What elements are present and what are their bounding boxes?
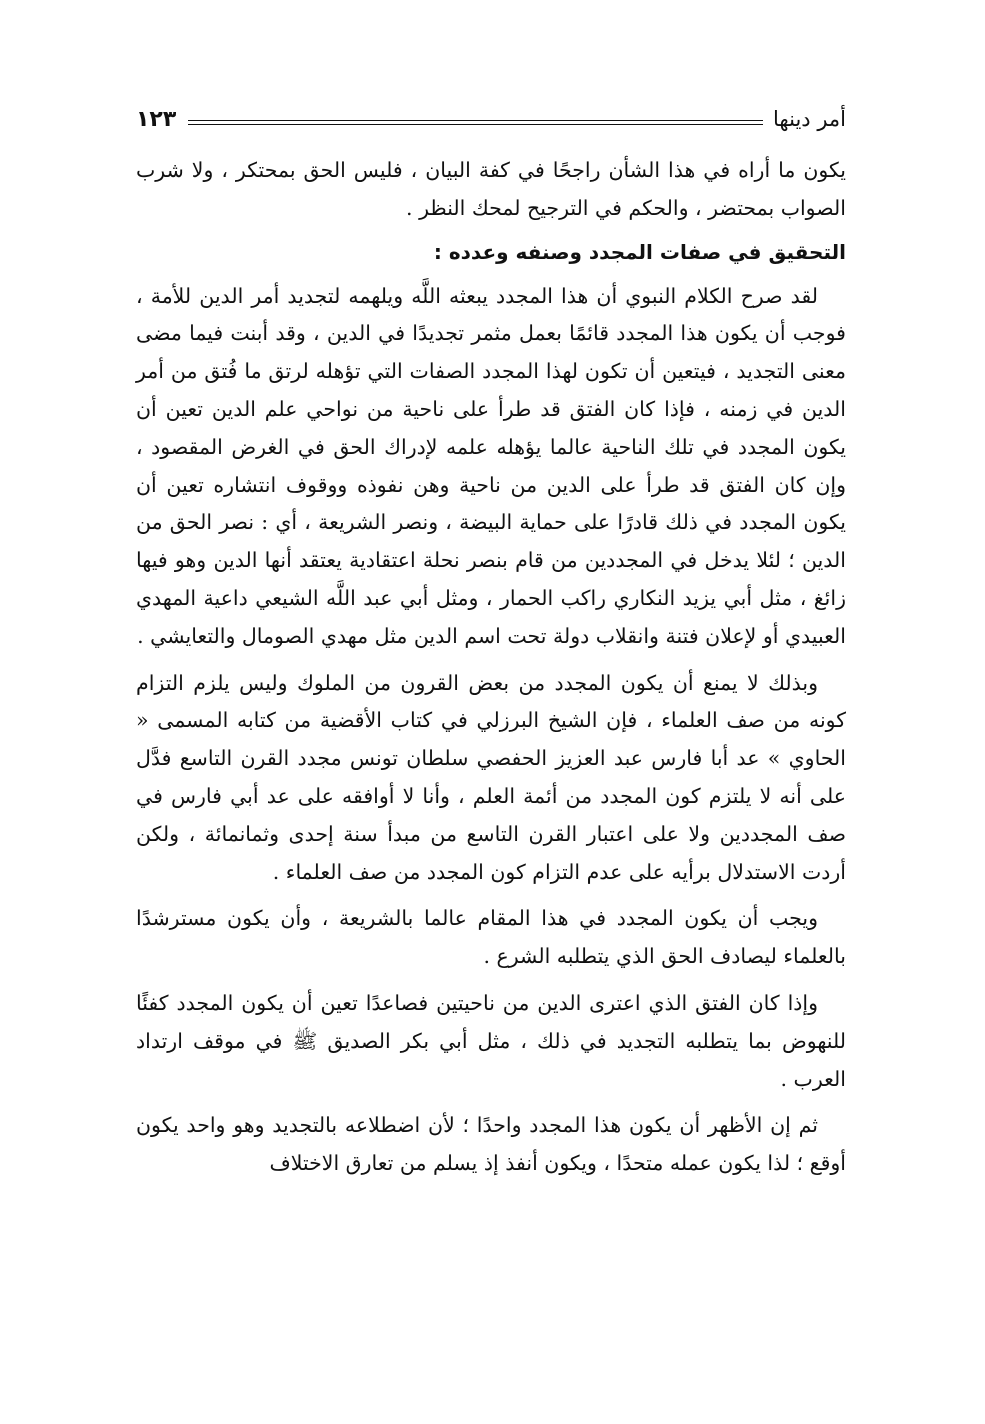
page-number: ١٢٣ [136, 106, 177, 132]
running-title: أمر دينها [773, 107, 846, 131]
intro-paragraph: يكون ما أراه في هذا الشأن راجحًا في كفة البيان ، فليس الحق بمحتكر ، ولا شرب الصواب بمحتضر ، والحكم في الترجيح لمحك النظر . [136, 158, 846, 220]
page-header [136, 102, 846, 136]
paragraph-1: لقد صرح الكلام النبوي أن هذا المجدد يبعثه اللَّه ويلهمه لتجديد أمر الدين للأمة ، فوجب أن يكون هذا المجدد قائمًا بعمل مثمر تجديدًا في الدين ، وقد أبنت فيما مضى معنى التجديد ، فيتعين أن تكون لهذا المجدد الصفات التي تؤهله لرتق ما فُتق من أمر الدين في زمنه ، فإذا كان الفتق قد طرأ على ناحية من نواحي علم الدين تعين أن يكون المجدد في تلك الناحية عالما يؤهله علمه لإدراك الحق في الغرض المقصود ، وإن كان الفتق قد طرأ على الدين من ناحية وهن نفوذه ووقوف انتشاره تعين أن يكون المجدد في ذلك قادرًا على حماية البيضة ، ونصر الشريعة ، أي : نصر الحق من الدين ؛ لئلا يدخل في المجددين من قام بنصر نحلة اعتقادية يعتقد أنها الدين وهو فيها زائغ ، مثل أبي يزيد النكاري راكب الحمار ، ومثل أبي عبد اللَّه الشيعي داعية المهدي العبيدي أو لإعلان فتنة وانقلاب دولة تحت اسم الدين مثل مهدي الصومال والتعايشي . [136, 283, 846, 648]
section-heading: التحقيق في صفات المجدد وصنفه وعدده : [433, 239, 846, 264]
paragraph-4: وإذا كان الفتق الذي اعترى الدين من ناحيتين فصاعدًا تعين أن يكون المجدد كفئًا للنهوض بما يتطلبه التجديد في ذلك ، مثل أبي بكر الصديق ﷺ في موقف ارتداد العرب . [136, 990, 846, 1091]
page-body [136, 152, 846, 1183]
paragraph-5: ثم إن الأظهر أن يكون هذا المجدد واحدًا ؛ لأن اضطلاعه بالتجديد وهو واحد يكون أوقع ؛ لذا يكون عمله متحدًا ، ويكون أنفذ إذ يسلم من تعارق الاختلاف [136, 1113, 846, 1176]
paragraph-2: وبذلك لا يمنع أن يكون المجدد من بعض القرون من الملوك وليس يلزم التزام كونه من صف العلماء ، فإن الشيخ البرزلي في كتاب الأقضية من كتابه المسمى « الحاوي » عد أبا فارس عبد العزيز الحفصي سلطان تونس مجدد القرن التاسع فدَّل على أنه لا يلتزم كون المجدد من أئمة العلم ، وأنا لا أوافقه على عد أبي فارس في صف المجددين ولا على اعتبار القرن التاسع من مبدأ سنة إحدى وثمانمائة ، ولكن أردت الاستدلال برأيه على عدم التزام كون المجدد من صف العلماء . [136, 670, 846, 884]
paragraph-3: ويجب أن يكون المجدد في هذا المقام عالما بالشريعة ، وأن يكون مسترشدًا بالعلماء ليصادف الحق الذي يتطلبه الشرع . [136, 906, 846, 969]
header-rule [188, 120, 763, 125]
